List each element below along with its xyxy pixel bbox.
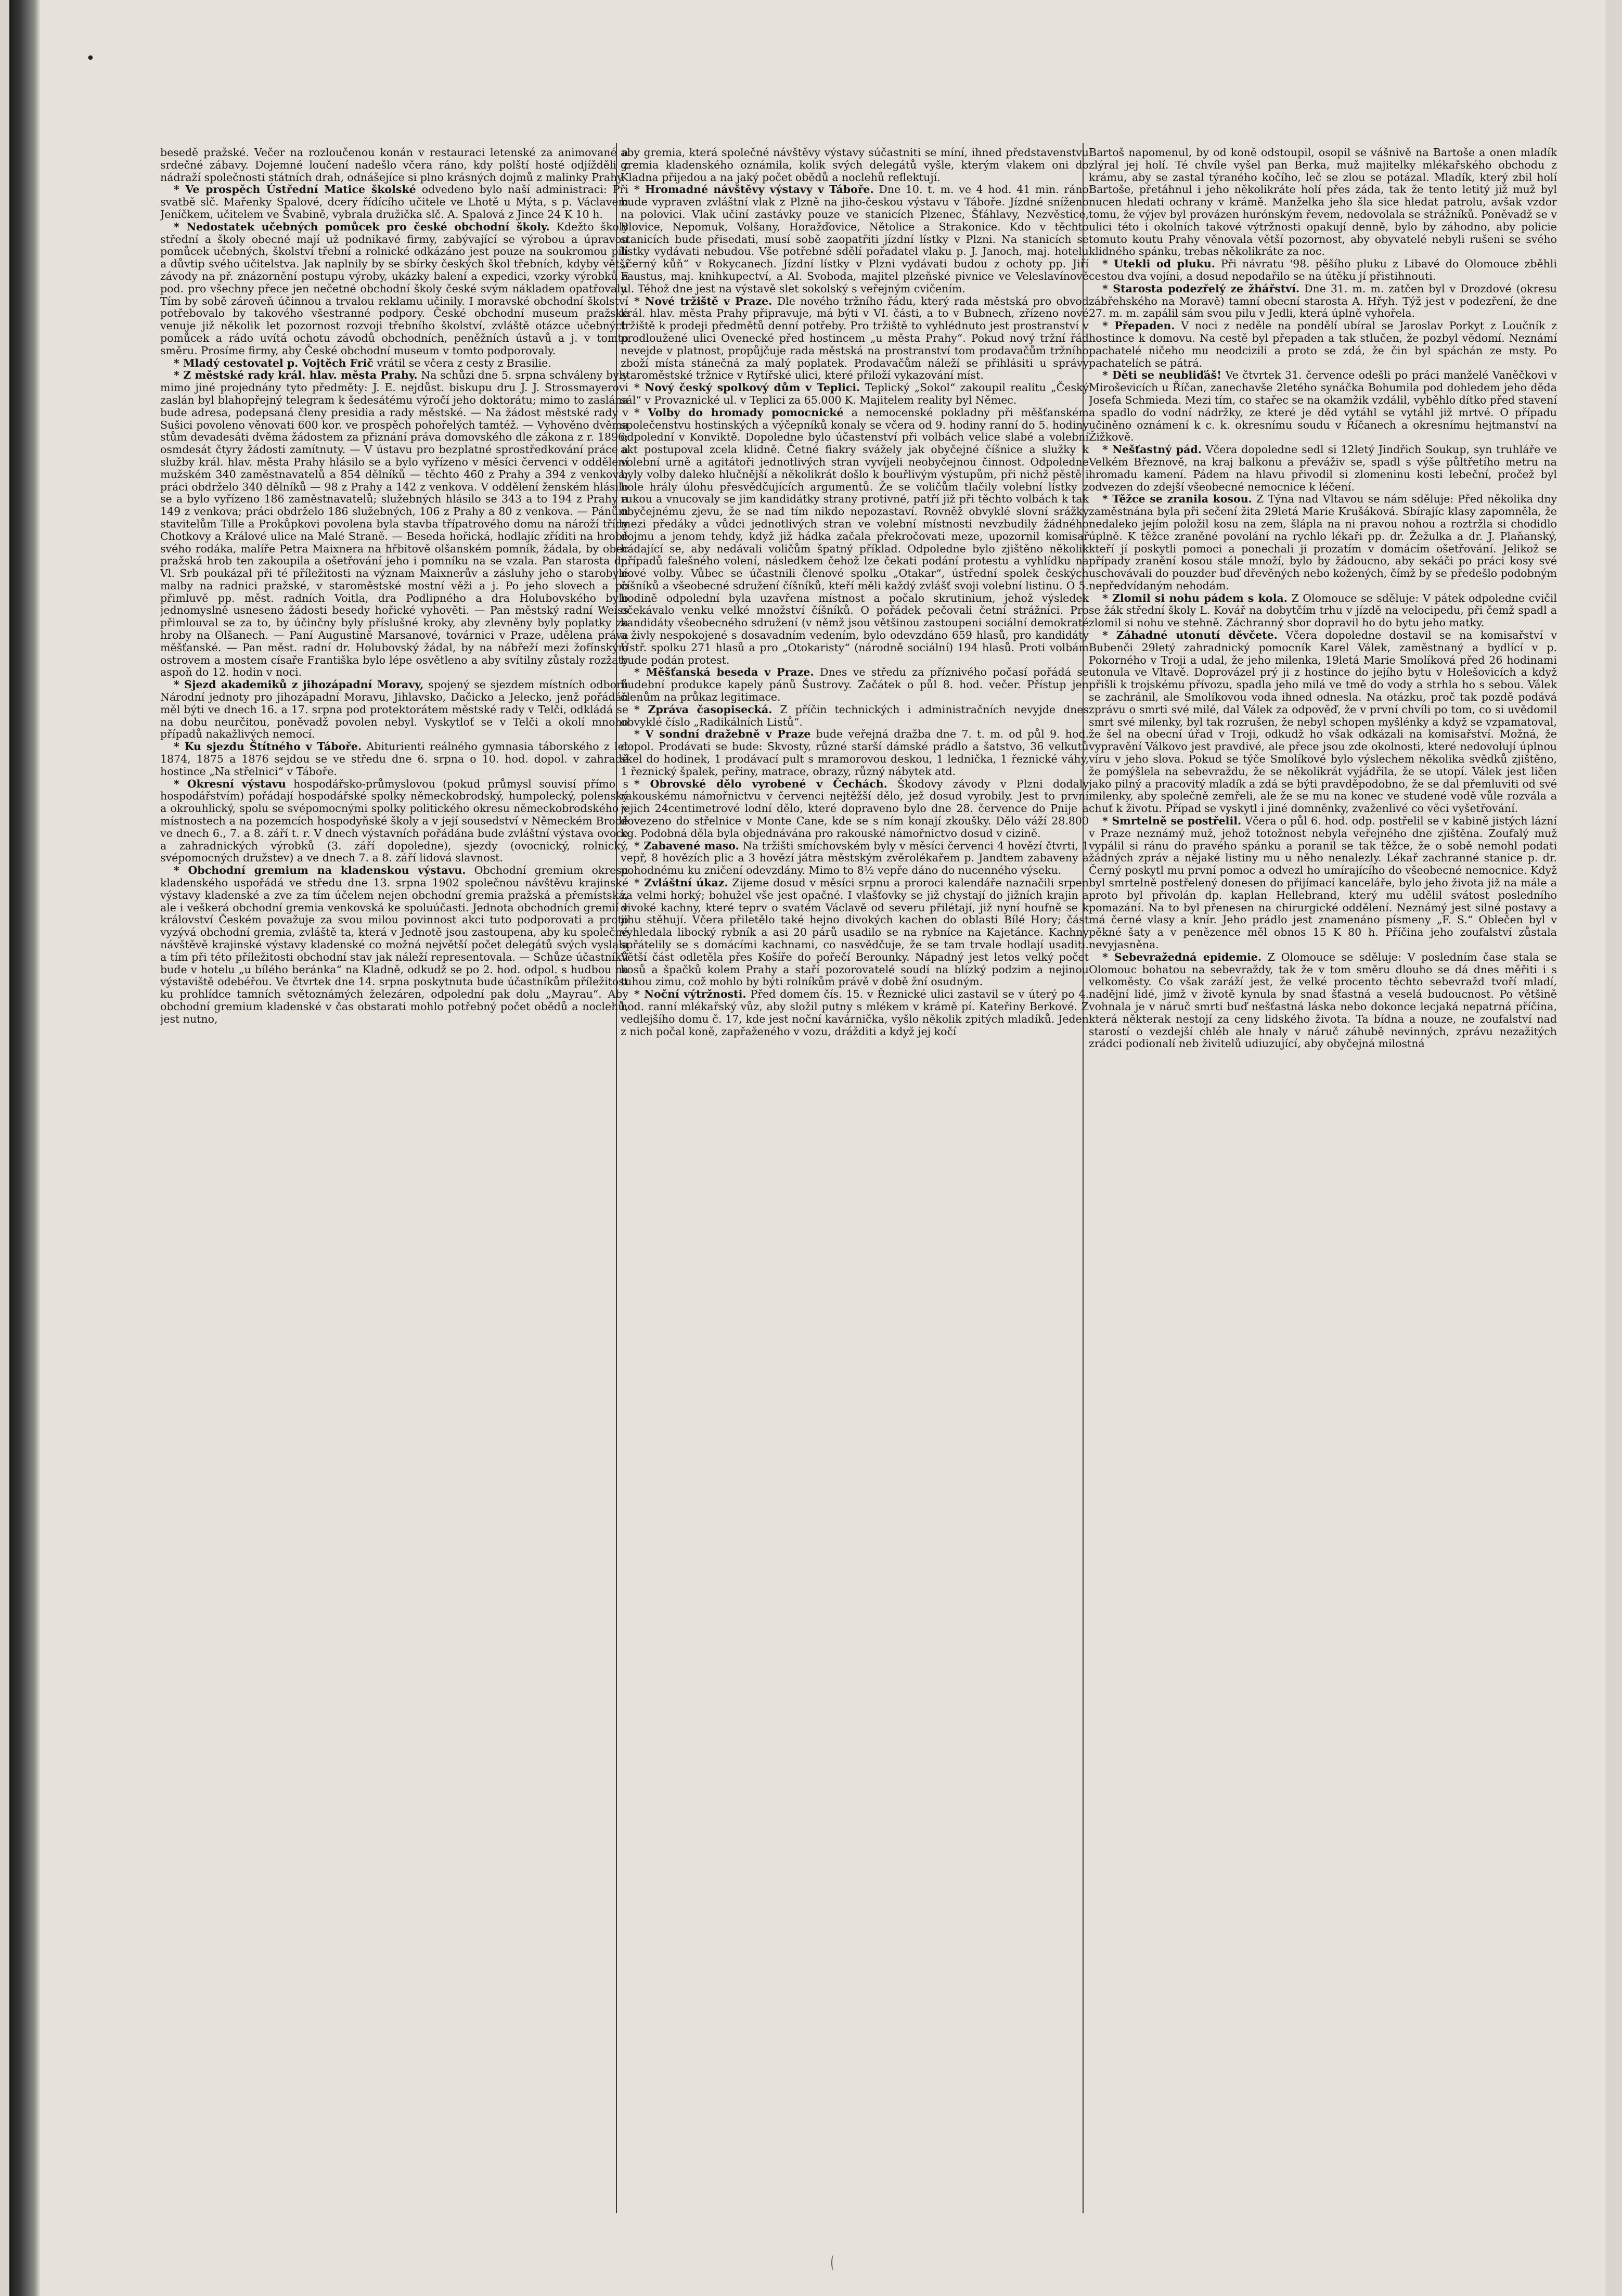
article-body-text: Kdežto školy střední a školy obecné mají už podnikavé firmy, zabývající se výrobou a úpravou pomůcek učebných, školství třební a rolnické odkázáno jest pouze na soukromou píli a důvtip svého učitelstva. Jak naplnily by se sbírky českých škol třebních, kdyby větší závody na př. znázornění postupu výroby, ukázky balení a expedici, vzorky výrobků a pod. pro všechny přece jen nečetné obchodní školy české svým nákladem opatřovaly. Tím by sobě zároveň účinnou a trvalou reklamu učinily. I moravské obchodní školství potřebovalo by takového všestranné podpory. České obchodní museum pražské venuje již několik let pozornost rozvoji třebního školství, zvláště otázce učebných pomůcek a rádo uvítá ochotu závodů obchodních, peněžních ústavů a j. v tomto směru. Prosíme firmy, aby České obchodní museum v tomto podporovaly. <box>160 220 628 357</box>
article-headline: * V sondní dražebně v Praze <box>634 728 811 741</box>
article-headline: * Ve prospěch Ústřední Matice školské <box>174 183 416 196</box>
text-column-right <box>1089 147 1557 2207</box>
article-headline: * Smrtelně se postřelil. <box>1102 815 1242 828</box>
article-body-text: Škodovy závody v Plzni dodaly rakouskému námořnictvu v červenci nejtěžší dělo, jež dosud vyrobily. Jest to první jejich 24centimetrové lodní dělo, které dopraveno bylo dne 28. července do Pnije a dovezeno do střelnice v Monte Cane, kde se s ním konají zkoušky. Dělo váží 28.800 kg. Podobná děla byla objednávána pro rakouské námořnictvo dosud v cizině. <box>621 777 1089 840</box>
article-paragraph <box>160 357 628 370</box>
article-paragraph <box>621 704 1089 729</box>
article-paragraph <box>621 840 1089 877</box>
article-paragraph <box>621 728 1089 778</box>
article-headline: * Starosta podezřelý ze žhářství. <box>1102 282 1300 295</box>
article-paragraph <box>160 865 628 1025</box>
article-paragraph <box>1089 369 1557 444</box>
article-headline: * Sjezd akademiků z jihozápadní Moravy, <box>174 678 424 691</box>
article-headline: * Měšťanská beseda v Praze. <box>634 666 814 679</box>
article-body-text: Zijeme dosud v měsíci srpnu a proroci kalendáře naznačili srpen za velmi horký; bohužel vše jest opačné. I vlašťovky se již chystají do jižních krajin a divoké kachny, které teprv o svatém Václavě od severu přilétají, již nyní houfně se k jihu stěhují. Včera přiletělo také hejno divokých kachen do oblasti Bílé Hory; část vyhledala libocký rybník a asi 20 párů usadilo se na rybníce na Kajetánce. Kachny spřátelily se s domácími kachnami, co nasvědčuje, že se tam trvale hodlají usaditi. Větší část odletěla přes Košíře do pořečí Berounky. Nápadný jest letos velký počet kosů a špačků kolem Prahy a staří pozorovatelé soudí na blízký podzim a nejinou tuhou zimu, což mohlo by býti rolníkům právě v době žní osudným. <box>621 876 1089 988</box>
article-paragraph <box>621 988 1089 1038</box>
article-paragraph <box>1089 444 1557 493</box>
article-paragraph <box>160 679 628 741</box>
article-headline: * Záhadné utonutí děvčete. <box>1102 629 1278 642</box>
article-headline: * Děti se neubliďáš! <box>1102 369 1222 382</box>
article-paragraph <box>160 221 628 357</box>
article-paragraph <box>1089 815 1557 951</box>
print-speck <box>831 2255 836 2271</box>
text-column-middle <box>621 147 1089 2207</box>
article-body-text: aby gremia, která společné návštěvy výstavy súčastniti se míní, ihned představenstvu gremia kladenského oznámila, kolik svých delegátů vyšle, kterým vlakem oni do Kladna přijedou a na jaký počet obědů a noclehů reflektují. <box>621 147 1089 184</box>
article-paragraph <box>1089 951 1557 1050</box>
article-paragraph <box>1089 147 1557 258</box>
article-body-text: Z Týna nad Vltavou se nám sděluje: Před několika dny zaměstnána byla při sečení žita 29letá Marie Krušáková. Sbírajíc klasy zapomněla, že nedaleko jejím položil kosu na zem, šlápla na ni pravou nohou a roztržla si chodidlo úplně. K těžce zraněné povolání na rychlo lékaři pp. dr. Žežulka a dr. J. Plaňanský, kteří jí poskytli pomoci a ponechali ji prozatím v domácím ošetřování. Jelikož se případy zranění kosou stále množí, bylo by žádoucno, aby sekáči po práci kosy své uschovávali do pouzder buď dřevěných nebo kožených, čímž by se předešlo podobným nepředvídaným nehodám. <box>1089 493 1557 592</box>
article-paragraph <box>160 369 628 679</box>
article-paragraph <box>160 778 628 865</box>
article-paragraph <box>1089 283 1557 320</box>
article-body-text: spojený se sjezdem místních odborů Národní jednoty pro jihozápadní Moravu, Jihlavsko, Dačicko a Jelecko, jenž pořádán měl býti ve dnech 16. a 17. srpna pod protektorátem městské rady v Telči, odkládá se na dobu neurčitou, poněvadž povolen nebyl. Vyskytloť se v Telči a okolí mnoho případů nakažlivých nemocí. <box>160 678 628 741</box>
article-headline: * Hromadné návštěvy výstavy v Táboře. <box>634 183 874 196</box>
article-paragraph <box>1089 629 1557 815</box>
article-paragraph <box>621 382 1089 407</box>
article-paragraph <box>621 147 1089 184</box>
text-column-left <box>160 147 628 2207</box>
article-body-text: besedě pražské. Večer na rozloučenou konán v restauraci letenské za animované a srdečné zábavy. Dojemné loučení nadešlo včera ráno, kdy polští hosté odjížděli z nádraží společnosti státních drah, odnášejíce si plno krásných dojmů z malinky Prahy. <box>160 147 628 184</box>
article-body-text: a nemocenské pokladny při měšťanském společenstvu hostinských a výčepníků konaly se včera od 9. hodiny ranní do 5. hodiny odpolední v Konviktě. Dopoledne bylo účastenství při volbách velice slabé a volební akt postupoval zcela klidně. Četné fiakry svážely jak obyčejné číšnice a služky k volební urně a agitátoři jednotlivých stran vyvíjeli neobyčejnou činnost. Odpoledne byly volby daleko hlučnější a několikrát došlo k bouřlivým výstupům, při nichž pěstě i hole hrály úlohu přesvědčujících argumentů. Že se voličům tlačily volební lístky z rukou a vnucovaly se jim kandidátky strany protivné, patří již při těchto volbách k tak obyčejnému zjevu, že se nad tím nikdo nepozastaví. Rovněž obvyklé slovní srážky mezi předáky a vůdci jednotlivých stran ve volební místnosti nevzbudily žádného dojmu a jenom tehdy, když již hádka začala překročovati meze, upozornil komisař hádající se, aby nedávali voličům špatný příklad. Odpoledne bylo zjištěno několik případů falešného volení, následkem čehož lze čekati podání protestu a vyhlídku na nové volby. Vůbec se účastnili členové spolku „Otakar“, ústřední spolek českých číšníků a všeobecné sdružení číšníků, kteří měli každý zvlášť svoji volební listinu. O 5. hodině odpolední byla uzavřena místnost a počalo skrutinium, jehož výsledek očekávalo venku velké množství číšníků. O pořádek pečovali četní strážníci. Pro kandidáty všeobecného sdružení (v němž jsou většinou zastoupeni sociální demokraté a živly nespokojené s dosavadním vedením, bylo odevzdáno 659 hlasů, pro kandidáty Ústř. spolku 271 hlasů a pro „Otokaristy“ (národně sociální) 194 hlasů. Proti volbám bude podán protest. <box>621 406 1089 666</box>
article-paragraph <box>1089 320 1557 369</box>
article-headline: * Okresní výstavu <box>174 777 286 790</box>
article-body-text: Z Olomouce se sděluje: V posledním čase stala se Olomouc bohatou na sebevraždy, tak že v tom směru dlouho se dá dnes měřiti i s velkoměsty. Co však zaráží jest, že velké procento těchto sebevražd tvoří mladí, nadějní lidé, jimž v životě kynula by snad šťastná a veselá budoucnost. Po většině vohnala je v náruč smrti buď nešťastná láska nebo dokonce lecjaká nepatrná příčina, která některak nestojí za ceny lidského života. Ta bídna a nouze, ne zoufalství nad starostí o vezdejší chléb ale hnaly v náruč záhubě nevinných, zprávu nezažitých zrádci podionalí neb živitelů udiuzující, aby obyčejná milostná <box>1089 950 1557 1050</box>
article-headline: * Volby do hromady pomocnické <box>634 406 844 419</box>
article-body-text: Na schůzi dne 5. srpna schváleny byly mimo jiné projednány tyto předměty: J. E. nejdůst. biskupu dru J. J. Strossmayerovi zaslán byl blahopřejný telegram k šedesátému výročí jeho doktorátu; mimo to zaslána bude adresa, podepsaná členy presidia a rady městské. — Na žádost městské rady v Sušici povoleno věnovati 600 kor. ve prospěch pohořelých tamtéž. — Vyhověno dvěma stům devadesáti dvěma žádostem za přiznání práva domovského dle zákona z r. 1896; osmdesát čtyry žádosti zamítnuty. — V ústavu pro bezplatné sprostředkování práce a služby král. hlav. města Prahy hlásilo se a bylo vyřízeno v měsíci červenci v oddělení mužském 340 zaměstnavatelů a 854 dělníků — těchto 460 z Prahy a 394 z venkova; práci obdrželo 340 dělníků — 98 z Prahy a 142 z venkova. V oddělení ženském hlásilo se a bylo vyřízeno 186 zaměstnavatelů; služebných hlásilo se 343 a to 194 z Prahy a 149 z venkova; práci obdrželo 186 služebných, 106 z Prahy a 80 z venkova. — Pánům stavitelům Tille a Prokůpkovi povolena byla stavba třípatrového domu na nároží třídy Chotkovy a Králové ulice na Malé Straně. — Beseda hořická, hodlajíc zříditi na hrobě svého rodáka, malíře Petra Maixnera na hřbitově olšanském pomník, žádala, by obec pražská hrob ten zakoupila a ošetřování jeho i pomníku na se vzala. Pan starosta dr. Vl. Srb poukázal při té příležitosti na význam Maixnerův a zásluhy jeho o starobylé malby na radnici pražské, v staroměstské mostní věži a j. Po jeho slovech a po přimluvě pp. měst. radních Voitla, dra Podlipného a dra Holubovského bylo jednomyslně usneseno žádosti besedy hořické vyhověti. — Pan městský radní Weiss přimlouval se za to, by účinčny byly příslušné kroky, aby zlevněny byly poplatky za hroby na Olšanech. — Paní Augustině Marsanové, továrnici v Praze, udělena práva měšťanské. — Pan měst. radní dr. Holubovský žádal, by na nábřeží mezi žofínským ostrovem a mostem císaře Františka bylo lépe osvětleno a aby svítilny zůstaly rozžaty aspoň do 12. hodin v noci. <box>160 369 628 679</box>
article-paragraph <box>1089 592 1557 629</box>
article-body-text: vrátil se včera z cesty z Brasilie. <box>377 356 551 369</box>
article-paragraph <box>1089 493 1557 592</box>
article-headline: * Z městské rady král. hlav. města Prahy. <box>174 369 418 382</box>
article-body-text: Dne 10. t. m. ve 4 hod. 41 min. ráno bude vypraven zvláštní vlak z Plzně na jiho-českou výstavu v Táboře. Jízdné sníženo na polovici. Vlak učiní zastávky pouze ve stanicích Plzenec, Šťáhlavy, Nezvěstice, Blovice, Nepomuk, Volšany, Horažďovice, Nětolice a Strakonice. Kdo v těchto stanicích bude přisedati, musí sobě zaopatřiti jízdní lístky v Plzni. Na stanicích se lístky vydávati nebudou. Vše potřebné sdělí pořadatel vlaku p. J. Janoch, maj. hotelu „černý kůň“ v Rokycanech. Jízdní lístky v Plzni vydávati budou z ochoty pp. Jiří Faustus, maj. knihkupectví, a Al. Svoboda, majitel plzeňské pivnice ve Veleslavínově ul. Téhož dne jest na výstavě slet sokolský s veřejným cvičením. <box>621 183 1089 295</box>
article-headline: * Těžce se zranila kosou. <box>1102 493 1252 506</box>
page-corner-mark: • <box>86 49 95 68</box>
article-paragraph <box>621 295 1089 382</box>
article-headline: * Nešťastný pád. <box>1102 443 1202 456</box>
article-paragraph <box>160 147 628 184</box>
article-body-text: Včera dopoledne sedl si 12letý Jindřich Soukup, syn truhláře ve Velkém Březnově, na kraj balkonu a převáživ se, spadl s výše půltřetího metru na hromadu kamení. Pádem na hlavu přivodil si zlomeninu kosti lebeční, pročež byl odvezen do zdejší všeobecné nemocnice k léčení. <box>1089 443 1557 493</box>
newspaper-page <box>9 0 1605 2296</box>
article-body-text: Dne 31. m. m. zatčen byl v Drozdové (okresu zábřehského na Moravě) tamní obecní starosta A. Hřyh. Týž jest v podezření, že dne 27. m. m. zapálil sám svou pilu v Jedli, která úplně vyhořela. <box>1089 282 1557 320</box>
article-body-text: bude veřejná dražba dne 7. t. m. od půl 9. hod. dopol. Prodávati se bude: Skvosty, různé starší dámské prádlo a šatstvo, 36 velkutů skel do hodinek, 1 prodávací pult s mramorovou deskou, 1 lednička, 1 řeznické váhy, 1 řeznický špalek, peřiny, matrace, obrazy, různý nábytek atd. <box>621 728 1089 778</box>
article-body-text: Při návratu '98. pěšího pluku z Libavé do Olomouce zběhli cestou dva vojíni, a dosud nepodařilo se na útěku jí přistihnouti. <box>1089 257 1557 282</box>
article-body-text: Z příčin technických i administračních nevyjde dnes obvyklé číslo „Radikálních Listů“. <box>621 703 1089 728</box>
article-headline: * Utekli od pluku. <box>1102 257 1215 270</box>
article-headline: * Ku sjezdu Štítného v Táboře. <box>174 740 362 753</box>
article-paragraph <box>1089 258 1557 283</box>
article-headline: * Obrovské dělo vyrobené v Čechách. <box>634 777 887 790</box>
article-body-text: Dnes ve středu za příznivého počasí pořádá se hudební produkce kapely pánů Šustrovy. Začátek o půl 8. hod. večer. Přístup jen členům na průkaz legitimace. <box>621 666 1089 704</box>
article-paragraph <box>621 877 1089 988</box>
article-headline: * Zlomil si nohu pádem s kola. <box>1102 591 1288 604</box>
article-headline: * Noční výtržnosti. <box>634 988 746 1001</box>
article-body-text: V noci z neděle na pondělí ubíral se Jaroslav Porkyt z Loučník z hostince k domovu. Na cestě byl přepaden a tak stlučen, že pozbyl vědomí. Neznámí pachatelé ničeho mu neodcizili a proto se zdá, že čin byl spáchán ze msty. Po pachatelích se pátrá. <box>1089 319 1557 369</box>
article-headline: * Sebevražedná epidemie. <box>1102 950 1261 963</box>
article-body-text: Včera o půl 6. hod. odp. postřelil se v kabině jistých lázní v Praze neznámý muž, jehož totožnost nebyla veřejného dne zjištěna. Zoufalý muž vypálil si ránu do pravého spánku a poranil se tak těžce, že o sobě nemohl podati žádných zpráv a nějaké listiny mu u něho nenalezly. Lékař zachranné stanice p. dr. Černý poskytl mu první pomoc a odvezl ho umírajícího do všeobecné nemocnice. Když byl smrtelně postřelený donesen do přijímací kanceláře, bylo jeho života již na mále a proto byl přivolán dp. kaplan Hellebrand, který mu udělil svátost posledního pomazání. Na to byl přenesen na chirurgické oddělení. Neznámý jest silné postavy a má černé vlasy a knír. Jeho prádlo jest znamenáno písmeny „F. S.“ Oblečen byl v pěkné šaty a v penězence měl obnos 15 K 80 h. Příčina jeho zoufalství zůstala nevyjasněna. <box>1089 815 1557 951</box>
article-headline: * Zabavené maso. <box>634 839 739 852</box>
article-headline: * Zvláštní úkaz. <box>634 876 728 889</box>
article-body-text: Před domem čís. 15. v Řeznické ulici zastavil se v úterý po 4. hod. ranní mlékařský vůz, aby složil putny s mlékem v krámě pí. Kateřiny Berkové. Z vedlejšího domu č. 17, kde jest noční kavárnička, vyšlo několik zpitých mladíků. Jeden z nich počal koně, zapřaženého v vozu, drážditi a když jej kočí <box>621 988 1089 1038</box>
article-body-text: Abiturienti reálného gymnasia táborského z let 1874, 1875 a 1876 sejdou se ve středu dne 6. srpna o 10. hod. dopol. v zahradě hostince „Na střelnici“ v Táboře. <box>160 740 628 778</box>
article-paragraph <box>621 184 1089 295</box>
article-body-text: Teplický „Sokol“ zakoupil realitu „Český sál“ v Provaznické ul. v Teplici za 65.000 K. Majitelem reality byl Němec. <box>621 381 1089 406</box>
article-body-text: odvedeno bylo naší administraci: Při svatbě slč. Mařenky Spalové, dcery řídícího učitele ve Lhotě u Mýta, s p. Václavem Jeníčkem, učitelem ve Švabině, vybrala družička slč. A. Spalová z Jince 24 K 10 h. <box>160 183 628 221</box>
article-headline: * Nové tržiště v Praze. <box>634 294 773 307</box>
article-paragraph <box>621 666 1089 703</box>
article-body-text: Bartoš napomenul, by od koně odstoupil, osopil se vášnivě na Bartoše a onen mladík zlýral jej holí. Té chvíle vyšel pan Berka, muž majitelky mlékařského obchodu z krámu, aby se zastal týraného kočího, leč se zlou se potázal. Mladík, který zbil holí Bartoše, přetáhnul i jeho několikráte holí přes záda, tak že tento letitý již muž byl nucen hledati ochrany v krámě. Manželka jeho šla sice hledat patrolu, avšak vzdor tomu, že výjev byl provázen hurónským řevem, nedovolala se strážníků. Poněvadž se v ulici této i okolních takové výtržnosti opakují denně, bylo by záhodno, aby policie tomuto koutu Prahy věnovala větší pozornost, aby obyvatelé nebyli rušeni se svého klidného spánku, trebas několikráte za noc. <box>1089 147 1557 258</box>
article-body-text: Obchodní gremium okresu kladenského uspořádá ve středu dne 13. srpna 1902 společnou návštěvu krajinské výstavy kladenské a zve za tím účelem nejen obchodní gremia pražská a přemístská, ale i veškerá obchodní gremia venkovská ke spoluúčasti. Jednota obchodních gremií v království Českém považuje za svou milou povinnost akci tuto podporovati a proto vyzývá obchodní gremia, zvláště ta, která v Jednotě jsou zastoupena, aby ku společné návštěvě krajinské výstavy kladenské co možná největší počet delegátů svých vyslala a tím při této příležitosti obchodní stav jak náleží representovala. — Schůze účastníků bude v hotelu „u bílého beránka“ na Kladně, odkudž se po 2. hod. odpol. s hudbou na výstaviště odebéřou. Ve čtvrtek dne 14. srpna poskytnuta bude účastníkům příležitost ku prohlídce tamních světoznámých železáren, odpolední pak dolu „Mayrau“. Aby obchodní gremium kladenské v čas obstarati mohlo potřebný počet obědů a noclehů, jest nutno, <box>160 864 628 1025</box>
article-body-text: Z Olomouce se sděluje: V pátek odpoledne cvičil se žák střední školy L. Kovář na dobytčím trhu v jízdě na velocipedu, při čemž spadl a zlomil si nohu ve stehně. Záchranný sbor dopravil ho do bytu jeho matky. <box>1089 591 1557 629</box>
article-body-text: Ve čtvrtek 31. července odešli po práci manželé Vaněčkovi v Miroševicích u Říčan, zanechavše 2letého synáčka Bohumila pod dohledem jeho děda Josefa Schmieda. Mezi tím, co stařec se na okamžik vzdálil, vyběhlo dítko před stavení a spadlo do vodní nádržky, ze které je děd vytáhl se vytáhl již mrtvé. O případu učiněno oznámení k c. k. okresnímu soudu v Říčanech a okresnímu hejtmanství na Žižkově. <box>1089 369 1557 444</box>
article-paragraph <box>621 407 1089 667</box>
article-body-text: Na tržišti smíchovském byly v měsíci červenci 4 hovězí čtvrti, 1 vepř, 8 hovězích plic a 3 hovězí játra městským zvěrolékařem p. Jandtem zabaveny a pohodnému ku zničení odevzdány. Mimo to 8½ vepře dáno do nucenného výseku. <box>621 839 1089 877</box>
article-body-text: Včera dopoledne dostavil se na komisařství v Bubenči 29letý zahradnický pomocník Karel Válek, zaměstnaný a bydlící v p. Pokorného v Troji a udal, že jeho milenka, 19letá Marie Smolíková před 26 hodinami utonula ve Vltavě. Doprovázel prý ji z hostince do jejího bytu v Holešovicích a když přišli k trojskému přívozu, spadla jeho milá ve tmě do vody a strhla ho s sebou. Válek se zachránil, ale Smolíkovou voda ihned odnesla. Na otázku, proč tak pozdě podává zprávu o smrti své milé, dal Válek za odpověď, že v první chvíli po tom, co si uvědomil smrt své milenky, byl tak rozrušen, že nebyl schopen myšlénky a když se vzpamatoval, že šel na obecní úřad v Troji, odkudž ho však odkázali na komisařství. Možná, že vypravění Válkovo jest pravdivé, ale přece jsou zde okolnosti, které nedovolují úplnou víru v jeho slova. Pokud se týče Smolíkové bylo výslechem několika svědků zjištěno, že pomýšlela na sebevraždu, že se několikrát vyjádřila, že se utopí. Válek jest ličen jako pilný a pracovitý mladík a zdá se býti pravděpodobno, že se dal přemluviti od své milenky, aby společně zemřeli, ale že se mu na konec ve studené vodě vůle rozvála a chuť k životu. Případ se vyskytl i jiné domněnky, zvaženlivé co věci vyšetřování. <box>1089 629 1557 815</box>
article-headline: * Obchodní gremium na kladenskou výstavu. <box>174 864 466 877</box>
article-headline: * Zpráva časopisecká. <box>634 703 773 716</box>
article-paragraph <box>160 741 628 778</box>
article-paragraph <box>621 778 1089 840</box>
page-binding-shadow <box>9 0 41 2296</box>
article-headline: * Mladý cestovatel p. Vojtěch Frič <box>174 356 374 369</box>
article-headline: * Nedostatek učebných pomůcek pro české obchodní školy. <box>174 220 550 233</box>
article-body-text: Dle nového tržního řádu, který rada městská pro obvod král. hlav. města Prahy připravuje, má býti v VI. části, a to v Bubnech, zřízeno nové tržiště k prodeji předmětů denní potřeby. Pro tržiště to vyhlédnuto jest prostranství v prodloužené ulici Ovenecké před hostincem „u města Prahy“. Pokud nový tržní řád nevejde v platnost, propůjčuje rada městská na prostranství tom prodavačům tržního zboží místa stánečná za malý poplatek. Prodavačům náleží se přihlásiti u správy staroměstské tržnice v Rytířské ulici, které přiloží vykazování míst. <box>621 294 1089 382</box>
article-body-text: hospodářsko-průmyslovou (pokud průmysl souvisí přímo s hospodářstvím) pořádají hospodářské spolky německobrodský, humpolecký, polenský a okrouhlický, spolu se svépomocnými spolky politického okresu německobrodského v místnostech a na pozemcích hospodyňské školy a v její sousedství v Německém Brodě ve dnech 6., 7. a 8. září t. r. V dnech výstavních pořádána bude zvláštní výstava ovoce a zahradnických výrobků (3. září dopoledne), sjezdy (ovocnický, rolnický, svépomocných družstev) a ve dnech 7. a 8. září lidová slavnost. <box>160 777 628 865</box>
article-headline: * Přepaden. <box>1102 319 1175 332</box>
article-paragraph <box>160 184 628 221</box>
article-headline: * Nový český spolkový dům v Teplici. <box>634 381 860 394</box>
